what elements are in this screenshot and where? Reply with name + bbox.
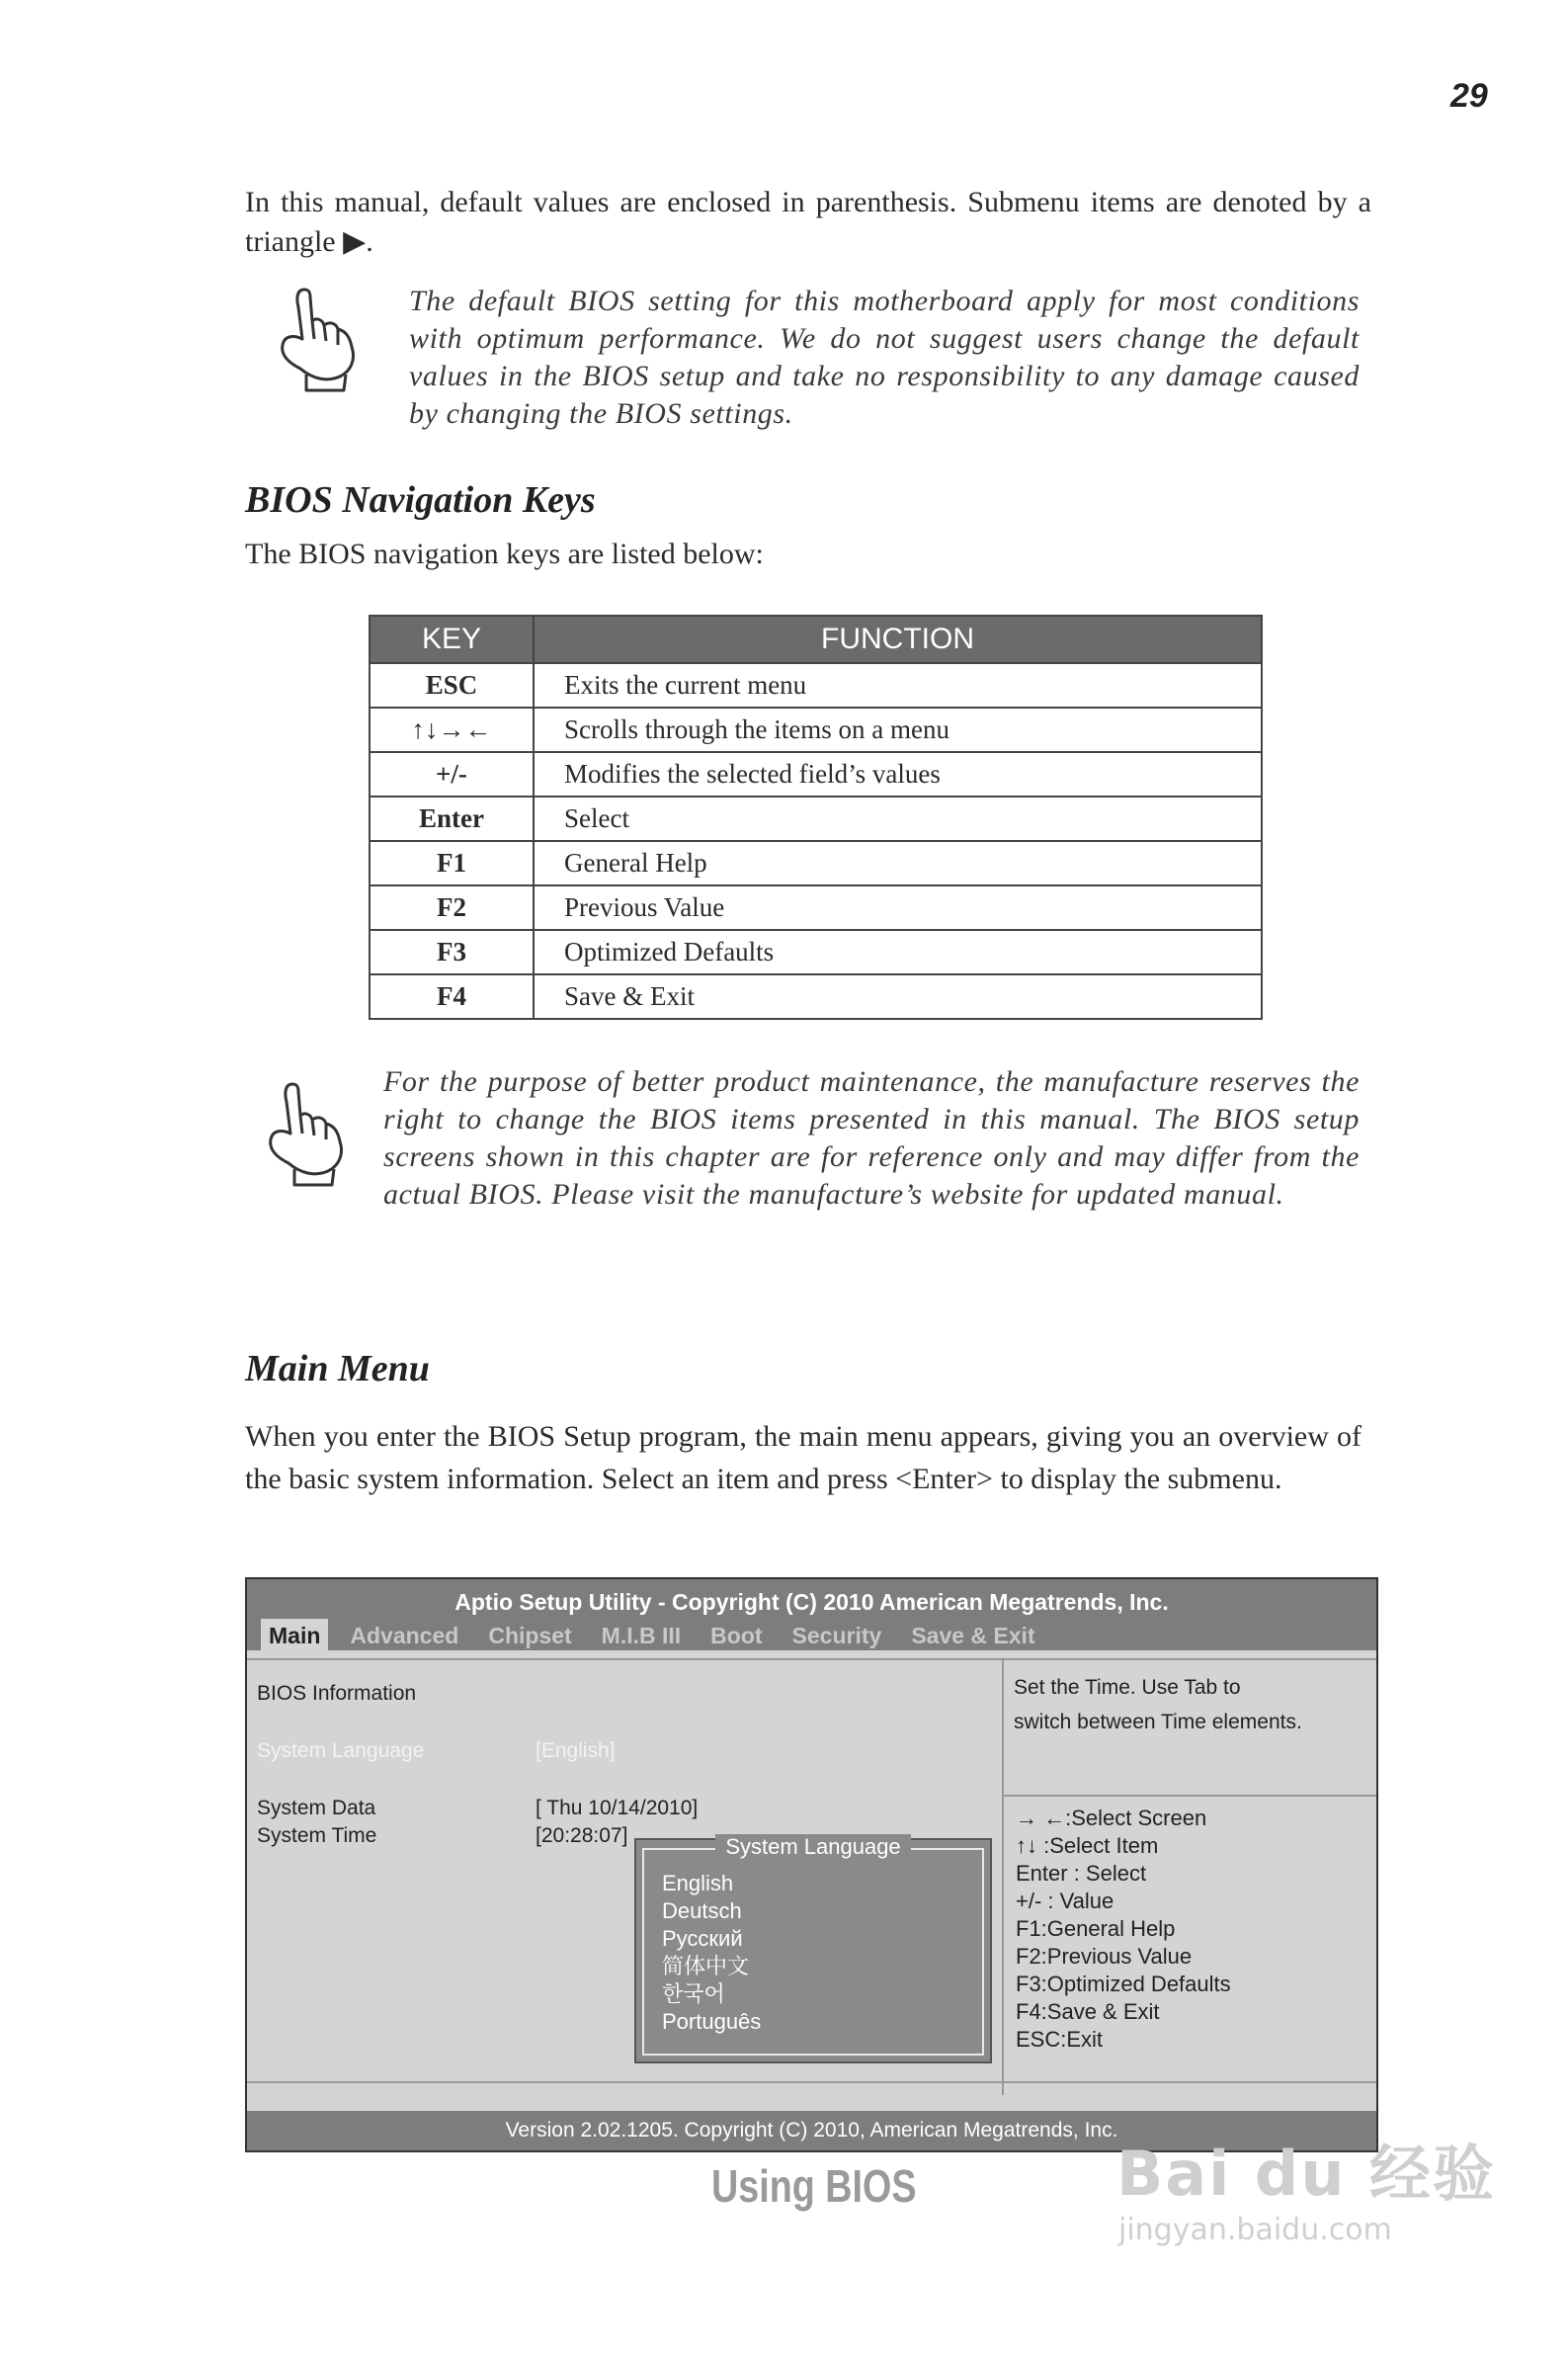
function-cell: General Help: [534, 841, 1262, 885]
language-option[interactable]: 简体中文: [662, 1954, 750, 1978]
tab-mib[interactable]: M.I.B III: [601, 1623, 682, 1648]
pointing-hand-icon: [267, 280, 366, 398]
navigation-keys-table: [369, 615, 1263, 1020]
pointing-hand-icon: [255, 1074, 354, 1193]
bios-information-label: BIOS Information: [257, 1682, 417, 1705]
page-number: 29: [1450, 77, 1488, 115]
baidu-watermark: [1116, 2125, 1496, 2247]
bios-key-legend: [1016, 1805, 1231, 2054]
legend-item: F3:Optimized Defaults: [1016, 1972, 1231, 1996]
tab-boot[interactable]: Boot: [710, 1623, 763, 1648]
function-cell: Save & Exit: [534, 974, 1262, 1019]
divider: [247, 2081, 1376, 2083]
bios-title: Aptio Setup Utility - Copyright (C) 2010 American Megatrends, Inc.: [454, 1589, 1169, 1615]
chapter-title: Using BIOS: [711, 2160, 917, 2212]
legend-item: +/- : Value: [1016, 1889, 1114, 1913]
watermark-url: jingyan.baidu.com: [1118, 2213, 1392, 2247]
function-cell: Optimized Defaults: [534, 930, 1262, 974]
table-row: [370, 663, 1262, 708]
help-text: [1014, 1670, 1360, 1739]
key-cell: F4: [370, 974, 534, 1019]
divider: [1002, 1660, 1004, 2095]
key-cell: ↑↓→←: [370, 708, 534, 752]
legend-item: ESC:Exit: [1016, 2027, 1104, 2052]
intro-paragraph: In this manual, default values are enclosed in parenthesis. Submenu items are denoted by a triangle ▶.: [245, 186, 1371, 258]
watermark-logo: Bai du 经验: [1116, 2138, 1497, 2210]
language-option[interactable]: English: [662, 1871, 734, 1895]
function-cell: Scrolls through the items on a menu: [534, 708, 1262, 752]
table-row: [370, 930, 1262, 974]
table-row: [370, 974, 1262, 1019]
system-date-label: System Data: [257, 1797, 376, 1819]
key-cell: F2: [370, 885, 534, 930]
system-time-label: System Time: [257, 1824, 377, 1847]
legend-item: Enter : Select: [1016, 1861, 1147, 1886]
divider: [1004, 1795, 1376, 1797]
legend-item: F2:Previous Value: [1016, 1944, 1193, 1969]
system-time-value[interactable]: [20:28:07]: [536, 1824, 628, 1847]
table-row: [370, 708, 1262, 752]
system-language-label: System Language: [257, 1739, 425, 1762]
nav-intro: The BIOS navigation keys are listed below:: [245, 538, 764, 570]
language-option[interactable]: Português: [662, 2009, 762, 2034]
system-language-value[interactable]: [English]: [536, 1739, 616, 1762]
system-language-popup: [634, 1834, 992, 2063]
bios-tabs: [261, 1619, 1057, 1650]
heading-navigation-keys: BIOS Navigation Keys: [245, 479, 596, 521]
key-cell: Enter: [370, 797, 534, 841]
tab-advanced[interactable]: Advanced: [350, 1623, 459, 1648]
help-line: switch between Time elements.: [1014, 1711, 1302, 1733]
popup-title: System Language: [715, 1834, 910, 1859]
table-row: [370, 752, 1262, 797]
function-cell: Modifies the selected field’s values: [534, 752, 1262, 797]
heading-main-menu: Main Menu: [245, 1348, 430, 1389]
function-cell: Select: [534, 797, 1262, 841]
function-cell: Exits the current menu: [534, 663, 1262, 708]
legend-item: → ←:Select Screen: [1016, 1806, 1207, 1830]
tab-security[interactable]: Security: [791, 1623, 882, 1648]
bios-footer: Version 2.02.1205. Copyright (C) 2010, American Megatrends, Inc.: [247, 2111, 1376, 2150]
header-key: KEY: [370, 616, 534, 663]
header-function: FUNCTION: [534, 616, 1262, 663]
key-cell: +/-: [370, 752, 534, 797]
tab-main[interactable]: Main: [261, 1619, 328, 1650]
legend-item: ↑↓ :Select Item: [1016, 1833, 1159, 1858]
tab-save-exit[interactable]: Save & Exit: [911, 1623, 1035, 1648]
legend-item: F1:General Help: [1016, 1916, 1176, 1941]
table-row: [370, 841, 1262, 885]
table-row: [370, 885, 1262, 930]
bios-screen: [245, 1577, 1378, 2152]
language-option[interactable]: Deutsch: [662, 1898, 742, 1923]
key-cell: F1: [370, 841, 534, 885]
function-cell: Previous Value: [534, 885, 1262, 930]
tab-chipset[interactable]: Chipset: [488, 1623, 572, 1648]
table-row: [370, 797, 1262, 841]
key-cell: F3: [370, 930, 534, 974]
key-cell: ESC: [370, 663, 534, 708]
legend-item: F4:Save & Exit: [1016, 1999, 1160, 2024]
bios-header: [247, 1579, 1376, 1650]
main-intro: When you enter the BIOS Setup program, the main menu appears, giving you an overview of the basic system information. Select an item and press <Enter> to display the submenu.: [245, 1420, 1362, 1495]
language-list: [662, 1870, 761, 2036]
system-date-value[interactable]: [ Thu 10/14/2010]: [536, 1797, 699, 1819]
note-manufacture-rights: For the purpose of better product maintenance, the manufacture reserves the right to change the BIOS items presented in this manual. The BIOS setup screens shown in this chapter are for reference only and may differ from the actual BIOS. Please visit the manufacture’s website for updated manual.: [383, 1065, 1360, 1211]
language-option[interactable]: Русский: [662, 1926, 743, 1951]
help-line: Set the Time. Use Tab to: [1014, 1676, 1241, 1699]
note-default-settings: The default BIOS setting for this motherboard apply for most conditions with optimum performance. We do not suggest users change the default values in the BIOS setup and take no responsibility to any damage caused by changing the BIOS settings.: [409, 285, 1360, 430]
language-option[interactable]: 한국어: [662, 1981, 725, 2006]
